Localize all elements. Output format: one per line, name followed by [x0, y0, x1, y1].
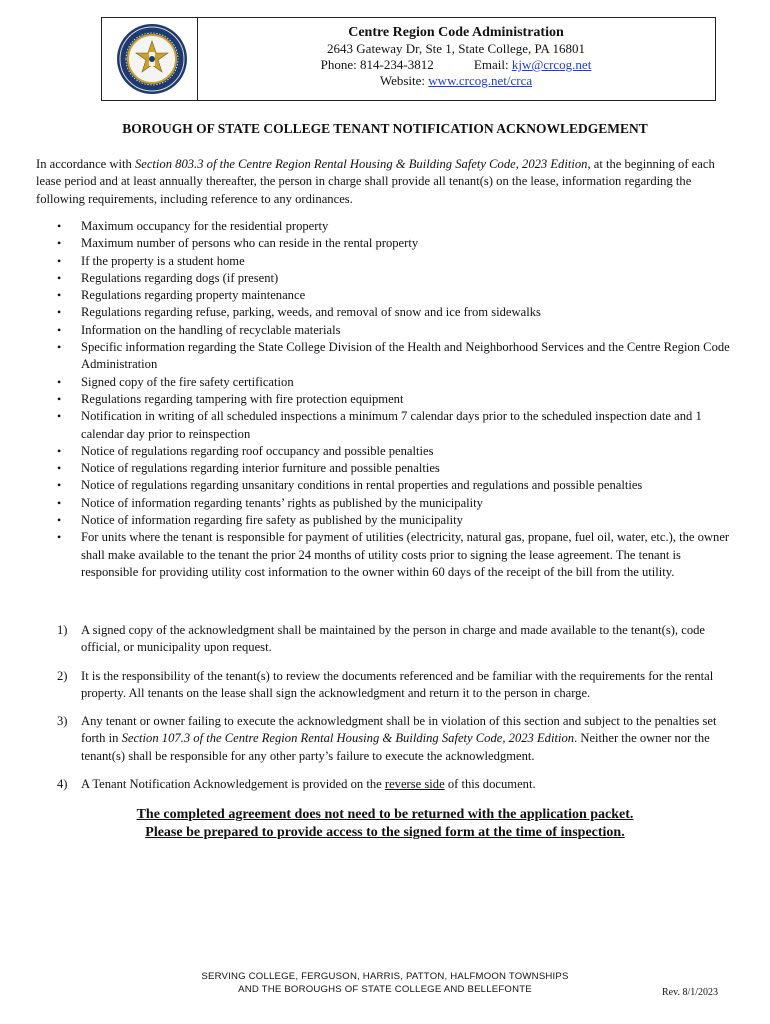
numbered-list [36, 622, 736, 804]
seal-box [102, 18, 198, 100]
revision-date: Rev. 8/1/2023 [662, 987, 719, 998]
letterhead-text [197, 24, 715, 89]
item-text-after: . Neither the owner nor the tenant(s) shall be responsible for any other party’s failure to execute the acknowledgment. [81, 731, 710, 763]
item-text-before: A Tenant Notification Acknowledgement is provided on the [81, 777, 385, 792]
bullet-icon: • [57, 391, 62, 406]
bullet-icon: • [57, 513, 62, 528]
bullet-icon: • [57, 253, 62, 268]
website-link[interactable]: www.crcog.net/crca [428, 73, 533, 88]
requirement-text: Regulations regarding property maintenance [81, 288, 306, 303]
bullet-icon: • [57, 443, 62, 458]
requirement-text: Regulations regarding dogs (if present) [81, 270, 279, 285]
phone-label: Phone: [320, 57, 357, 72]
requirement-item [36, 218, 736, 235]
requirement-text: For units where the tenant is responsible for payment of utilities (electricity, natural gas, propane, fuel oil, water, etc.), the owner shall make available to the tenant the prior 24 months of utility costs prior to signing the lease agreement. The tenant is responsible for providing utility cost information to the owner within 60 days of the receipt of the bill from the utility. [81, 530, 730, 579]
requirement-item [36, 477, 736, 494]
item-text-after: of this document. [444, 777, 536, 792]
item-text: It is the responsibility of the tenant(s) to review the documents referenced and be familiar with the requirements for the rental property. All tenants on the lease shall sign the acknowledgment and return it to the person in charge. [81, 668, 714, 700]
requirement-item [36, 495, 736, 512]
requirement-text: Notice of regulations regarding roof occupancy and possible penalties [81, 443, 434, 458]
bullet-icon: • [57, 322, 62, 337]
item-text-before: Any tenant or owner failing to execute the acknowledgment shall be in violation of this section and subject to the penalties set forth in [81, 714, 717, 746]
website-label: Website: [379, 73, 426, 88]
numbered-item [36, 668, 736, 703]
bullet-icon: • [57, 409, 62, 424]
requirement-item [36, 339, 736, 374]
requirement-item [36, 512, 736, 529]
requirement-text: Notice of regulations regarding unsanitary conditions in rental properties and regulations and possible penalties [81, 478, 643, 493]
intro-after: , at the beginning of each lease period and at least annually thereafter, the person in charge shall provide all tenant(s) on the lease, information regarding the following requirements, including reference to any ordinances. [36, 157, 715, 206]
requirement-text: Information on the handling of recyclable materials [81, 322, 341, 337]
org-address: 2643 Gateway Dr, Ste 1, State College, PA 16801 [327, 41, 585, 56]
email-label: Email: [473, 57, 509, 72]
numbered-item [36, 713, 736, 765]
document-title: BOROUGH OF STATE COLLEGE TENANT NOTIFICATION ACKNOWLEDGEMENT [122, 121, 648, 136]
requirement-text: Notice of information regarding fire safety as published by the municipality [81, 513, 463, 528]
requirement-text: Maximum occupancy for the residential property [81, 219, 329, 233]
footer [0, 970, 770, 996]
phone-number: 814-234-3812 [360, 57, 434, 72]
bullet-icon: • [57, 270, 62, 285]
email-field [474, 57, 591, 73]
bullet-icon: • [57, 374, 62, 389]
requirement-text: Signed copy of the fire safety certification [81, 374, 294, 389]
bullet-icon: • [57, 305, 62, 320]
requirement-text: Maximum number of persons who can reside in the rental property [81, 236, 419, 251]
requirement-text: Regulations regarding refuse, parking, weeds, and removal of snow and ice from sidewalks [81, 305, 541, 320]
org-name: Centre Region Code Administration [348, 25, 564, 40]
requirement-text: Notice of information regarding tenants’ rights as published by the municipality [81, 495, 483, 510]
requirement-item [36, 253, 736, 270]
contact-line [197, 57, 715, 73]
requirements-list [36, 218, 736, 581]
letterhead [101, 17, 716, 101]
requirement-text: Notification in writing of all scheduled inspections a minimum 7 calendar days prior to the scheduled inspection date and 1 calendar day prior to reinspection [81, 409, 702, 441]
requirement-item [36, 529, 736, 581]
notice-line-2: Please be prepared to provide access to the signed form at the time of inspection. [145, 825, 625, 840]
requirement-item [36, 235, 736, 252]
bullet-icon: • [57, 478, 62, 493]
intro-citation: Section 803.3 of the Centre Region Rental Housing & Building Safety Code, 2023 Edition [134, 157, 588, 171]
requirement-item [36, 287, 736, 304]
item-number: 4) [57, 777, 68, 792]
email-link[interactable]: kjw@crcog.net [511, 57, 592, 72]
intro-paragraph [36, 156, 736, 208]
notice-line-1: The completed agreement does not need to be returned with the application packet. [136, 807, 634, 822]
requirement-item [36, 374, 736, 391]
requirement-item [36, 270, 736, 287]
requirement-item [36, 408, 736, 443]
requirement-text: Regulations regarding tampering with fire protection equipment [81, 391, 404, 406]
footer-line-2: AND THE BOROUGHS OF STATE COLLEGE AND BELLEFONTE [238, 984, 532, 995]
requirement-item [36, 443, 736, 460]
bullet-icon: • [57, 495, 62, 510]
seal-icon [116, 22, 188, 96]
bullet-icon: • [57, 340, 62, 355]
requirement-text: Notice of regulations regarding interior furniture and possible penalties [81, 461, 440, 476]
bullet-icon: • [57, 219, 62, 233]
requirement-item [36, 304, 736, 321]
bullet-icon: • [57, 288, 62, 303]
item-number: 3) [57, 714, 68, 729]
numbered-item [36, 622, 736, 657]
item-number: 1) [57, 623, 68, 637]
requirement-text: Specific information regarding the State College Division of the Health and Neighborhood Services and the Centre Region Code Administration [81, 340, 730, 372]
intro-before: In accordance with [36, 157, 135, 171]
website-line [197, 73, 715, 89]
requirement-item [36, 460, 736, 477]
item-text: A signed copy of the acknowledgment shall be maintained by the person in charge and made available to the tenant(s), code official, or municipality upon request. [81, 623, 706, 655]
submission-notice [0, 806, 770, 842]
bullet-icon: • [57, 461, 62, 476]
reverse-side-text: reverse side [384, 777, 445, 792]
numbered-item [36, 776, 736, 793]
requirement-item [36, 322, 736, 339]
requirement-text: If the property is a student home [81, 253, 245, 268]
item-number: 2) [57, 668, 68, 683]
item-citation: Section 107.3 of the Centre Region Rental Housing & Building Safety Code, 2023 Edition [121, 731, 575, 746]
footer-line-1: SERVING COLLEGE, FERGUSON, HARRIS, PATTON, HALFMOON TOWNSHIPS [201, 971, 569, 982]
requirement-item [36, 391, 736, 408]
phone-field [321, 57, 471, 73]
bullet-icon: • [57, 236, 62, 251]
bullet-icon: • [57, 530, 62, 545]
